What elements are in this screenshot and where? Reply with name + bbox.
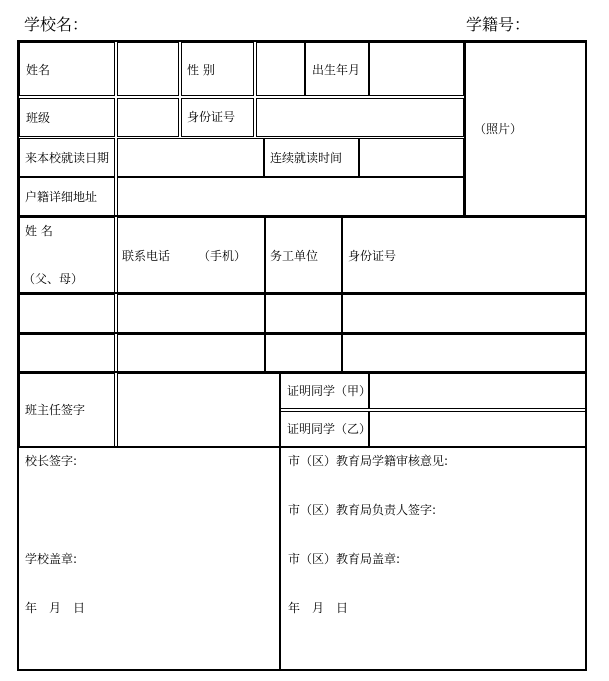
- address-label: 户籍详细地址: [25, 190, 98, 204]
- continuous-label-cell: [265, 138, 360, 177]
- name-label: 姓名: [26, 63, 51, 77]
- parent-work-label-cell: [266, 217, 343, 293]
- parent-phone-label: 联系电话: [122, 249, 171, 263]
- parent-name-label-cell: [19, 217, 115, 293]
- parent-id-label: 身份证号: [348, 249, 397, 263]
- parent-1-name-field[interactable]: [19, 294, 115, 333]
- bureau-review-label: 市（区）教育局学籍审核意见:: [288, 454, 449, 468]
- student-id-number-label: 身份证号: [187, 110, 236, 124]
- birth-label-cell: [306, 42, 370, 96]
- parent-id-label-cell: [343, 217, 586, 293]
- parent-phone-note: （手机）: [198, 249, 247, 263]
- enroll-date-label-cell: [19, 138, 115, 177]
- bureau-date-label: 年 月 日: [288, 601, 349, 615]
- witness-b-label: 证明同学（乙）: [287, 422, 372, 436]
- address-label-cell: [19, 177, 115, 216]
- school-approval-section[interactable]: [19, 448, 280, 669]
- name-field[interactable]: [117, 42, 179, 96]
- student-id-label-cell: [181, 98, 254, 137]
- student-id-label: 学籍号：: [466, 15, 531, 34]
- school-name-label: 学校名：: [24, 15, 89, 34]
- class-field[interactable]: [117, 98, 179, 137]
- photo-area[interactable]: [464, 42, 586, 216]
- parent-name-label: 姓 名: [25, 224, 53, 238]
- gender-label: 性 别: [187, 63, 215, 77]
- gender-label-cell: [181, 42, 254, 96]
- gender-field[interactable]: [256, 42, 306, 96]
- parent-2-phone-field[interactable]: [117, 334, 266, 372]
- name-label-cell: [19, 42, 115, 96]
- address-field[interactable]: [117, 177, 464, 216]
- parent-2-name-field[interactable]: [19, 334, 115, 372]
- bureau-stamp-label: 市（区）教育局盖章:: [288, 552, 401, 566]
- parent-2-work-field[interactable]: [266, 334, 343, 372]
- school-name-field[interactable]: [90, 14, 450, 36]
- parent-2-id-field[interactable]: [343, 334, 586, 372]
- witness-a-label-cell: [281, 373, 370, 409]
- birth-field[interactable]: [370, 42, 464, 96]
- class-label-cell: [19, 98, 115, 137]
- parent-1-phone-field[interactable]: [117, 294, 266, 333]
- witness-b-field[interactable]: [370, 411, 586, 447]
- school-stamp-label: 学校盖章:: [25, 552, 78, 566]
- class-label: 班级: [26, 111, 51, 125]
- teacher-sign-field[interactable]: [117, 373, 281, 447]
- teacher-sign-label-cell: [19, 373, 115, 447]
- parent-1-work-field[interactable]: [266, 294, 343, 333]
- school-date-label: 年 月 日: [25, 601, 86, 615]
- bureau-head-sign-label: 市（区）教育局负责人签字:: [288, 503, 437, 517]
- photo-label: （照片）: [474, 122, 523, 136]
- parent-relation-label: （父、母）: [23, 272, 84, 286]
- student-id-number-field[interactable]: [256, 98, 464, 137]
- bureau-approval-section[interactable]: [281, 448, 586, 669]
- parent-1-id-field[interactable]: [343, 294, 586, 333]
- parent-work-label: 务工单位: [270, 249, 319, 263]
- student-id-field[interactable]: [530, 14, 600, 36]
- teacher-sign-label: 班主任签字: [25, 403, 86, 417]
- witness-a-label: 证明同学（甲）: [287, 384, 372, 398]
- parent-phone-label-cell: [117, 217, 266, 293]
- principal-sign-label: 校长签字:: [25, 454, 78, 468]
- witness-b-label-cell: [281, 411, 370, 447]
- continuous-label: 连续就读时间: [270, 151, 343, 165]
- birth-label: 出生年月: [312, 63, 361, 77]
- witness-a-field[interactable]: [370, 373, 586, 409]
- enroll-date-field[interactable]: [117, 138, 265, 177]
- continuous-field[interactable]: [360, 138, 464, 177]
- enroll-date-label: 来本校就读日期: [25, 151, 110, 165]
